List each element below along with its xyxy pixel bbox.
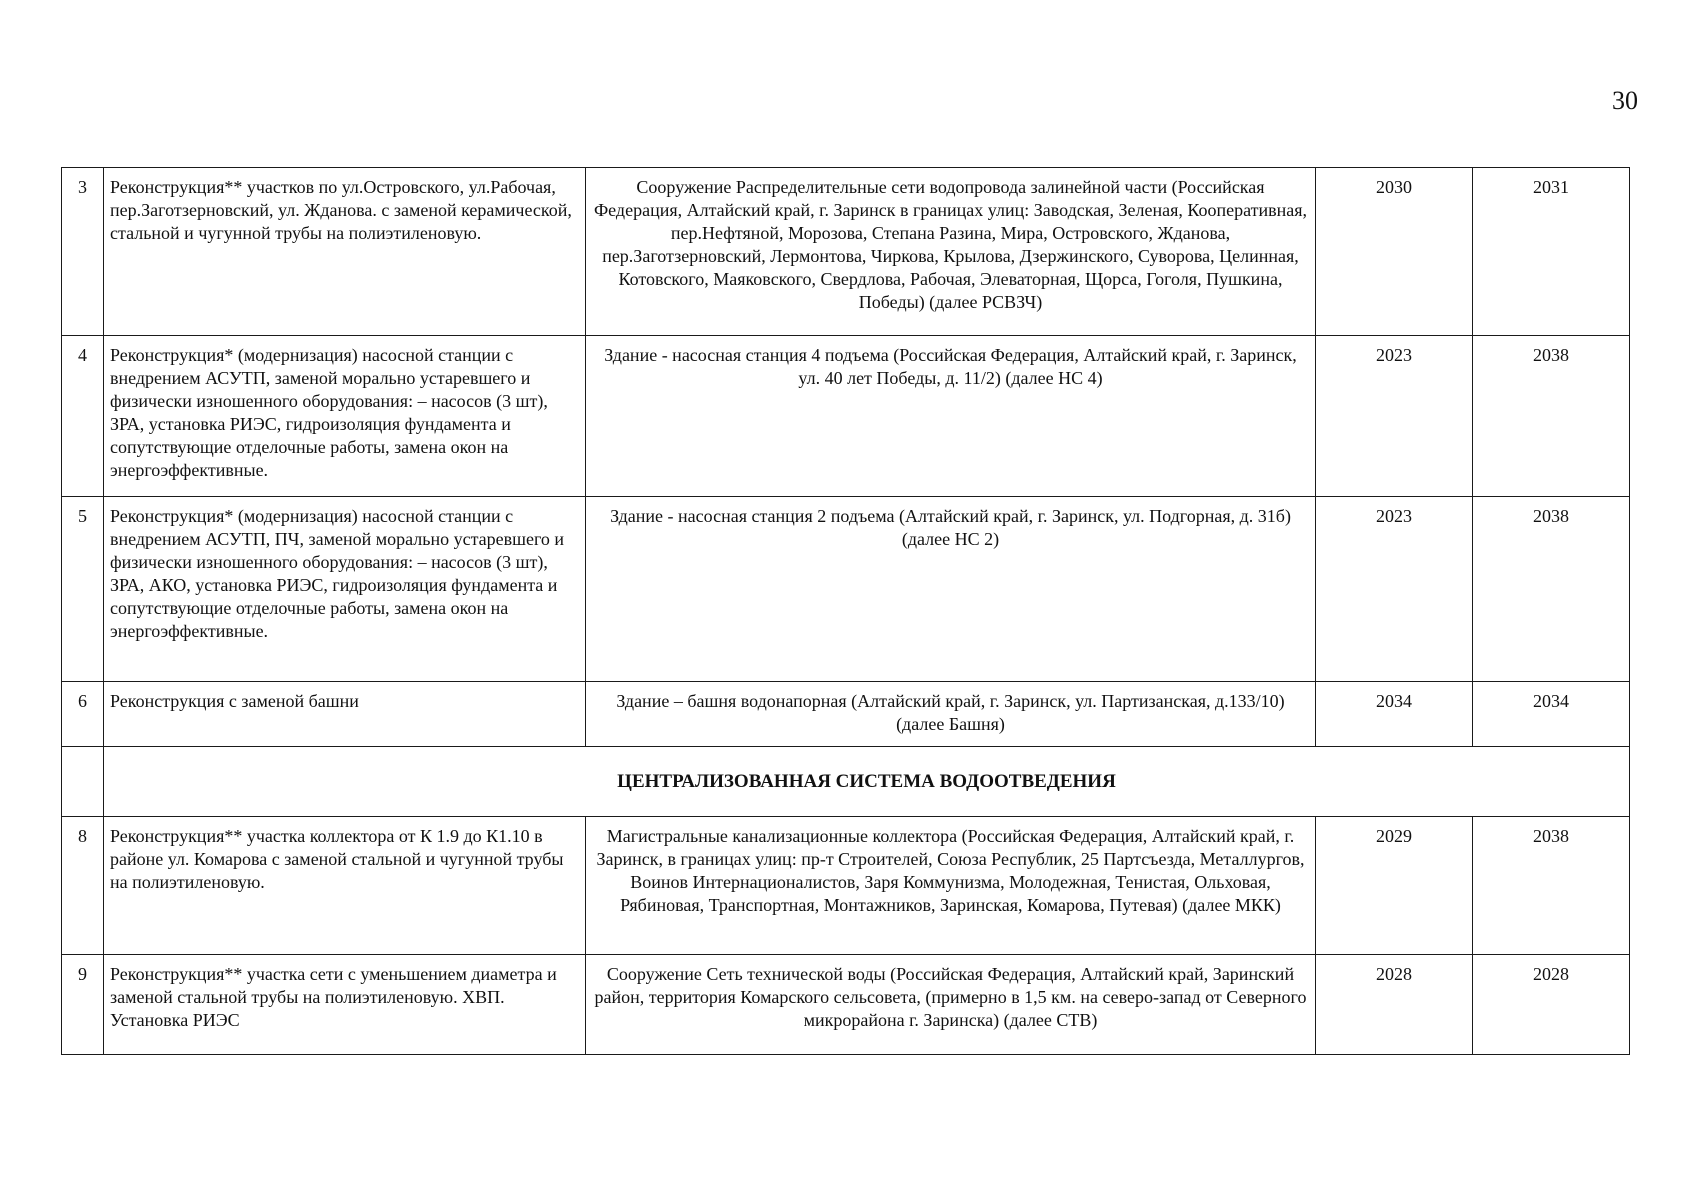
section-heading: ЦЕНТРАЛИЗОВАННАЯ СИСТЕМА ВОДООТВЕДЕНИЯ [104,747,1630,817]
year-end: 2031 [1473,168,1630,336]
year-end: 2038 [1473,817,1630,955]
table-row [62,336,1630,497]
row-number: 8 [62,817,104,955]
table-row [62,817,1630,955]
object-description: Здание - насосная станция 4 подъема (Российская Федерация, Алтайский край, г. Заринск, ул. 40 лет Победы, д. 11/2) (далее НС 4) [586,336,1316,497]
work-description: Реконструкция** участков по ул.Островского, ул.Рабочая, пер.Заготзерновский, ул. Жданова. с заменой керамической, стальной и чугунной трубы на полиэтиленовую. [104,168,586,336]
projects-table [61,167,1630,1055]
work-description: Реконструкция с заменой башни [104,682,586,747]
year-start: 2034 [1316,682,1473,747]
object-description: Сооружение Сеть технической воды (Российская Федерация, Алтайский край, Заринский район, территория Комарского сельсовета, (примерно в 1,5 км. на северо-запад от Северного микрорайона г. Заринска) (далее СТВ) [586,955,1316,1055]
row-number: 6 [62,682,104,747]
object-description: Магистральные канализационные коллектора (Российская Федерация, Алтайский край, г. Заринск, в границах улиц: пр-т Строителей, Союза Республик, 25 Партсъезда, Металлургов, Воинов Интернационалистов, Заря Коммунизма, Молодежная, Тенистая, Ольховая, Рябиновая, Транспортная, Монтажников, Заринская, Комарова, Путевая) (далее МКК) [586,817,1316,955]
year-start: 2028 [1316,955,1473,1055]
work-description: Реконструкция** участка сети с уменьшением диаметра и заменой стальной трубы на полиэтиленовую. ХВП. Установка РИЭС [104,955,586,1055]
row-number: 3 [62,168,104,336]
year-start: 2023 [1316,336,1473,497]
row-number-empty [62,747,104,817]
year-start: 2029 [1316,817,1473,955]
year-end: 2028 [1473,955,1630,1055]
table-row [62,955,1630,1055]
section-row [62,747,1630,817]
work-description: Реконструкция* (модернизация) насосной станции с внедрением АСУТП, заменой морально устаревшего и физически изношенного оборудования: – насосов (3 шт), ЗРА, установка РИЭС, гидроизоляция фундамента и сопутствующие отделочные работы, замена окон на энергоэффективные. [104,336,586,497]
object-description: Здание – башня водонапорная (Алтайский край, г. Заринск, ул. Партизанская, д.133/10) (далее Башня) [586,682,1316,747]
year-start: 2023 [1316,497,1473,682]
year-end: 2038 [1473,497,1630,682]
object-description: Здание - насосная станция 2 подъема (Алтайский край, г. Заринск, ул. Подгорная, д. 31б) (далее НС 2) [586,497,1316,682]
work-description: Реконструкция* (модернизация) насосной станции с внедрением АСУТП, ПЧ, заменой морально устаревшего и физически изношенного оборудования: – насосов (3 шт), ЗРА, АКО, установка РИЭС, гидроизоляция фундамента и сопутствующие отделочные работы, замена окон на энергоэффективные. [104,497,586,682]
row-number: 5 [62,497,104,682]
object-description: Сооружение Распределительные сети водопровода залинейной части (Российская Федерация, Алтайский край, г. Заринск в границах улиц: Заводская, Зеленая, Кооперативная, пер.Нефтяной, Морозова, Степана Разина, Мира, Островского, Жданова, пер.Заготзерновский, Лермонтова, Чиркова, Крылова, Дзержинского, Суворова, Целинная, Котовского, Маяковского, Свердлова, Рабочая, Элеваторная, Щорса, Гоголя, Пушкина, Победы) (далее РСВЗЧ) [586,168,1316,336]
year-start: 2030 [1316,168,1473,336]
year-end: 2034 [1473,682,1630,747]
table-row [62,497,1630,682]
page-number: 30 [1612,86,1638,115]
year-end: 2038 [1473,336,1630,497]
work-description: Реконструкция** участка коллектора от К 1.9 до К1.10 в районе ул. Комарова с заменой стальной и чугунной трубы на полиэтиленовую. [104,817,586,955]
row-number: 4 [62,336,104,497]
table-row [62,682,1630,747]
row-number: 9 [62,955,104,1055]
table-row [62,168,1630,336]
